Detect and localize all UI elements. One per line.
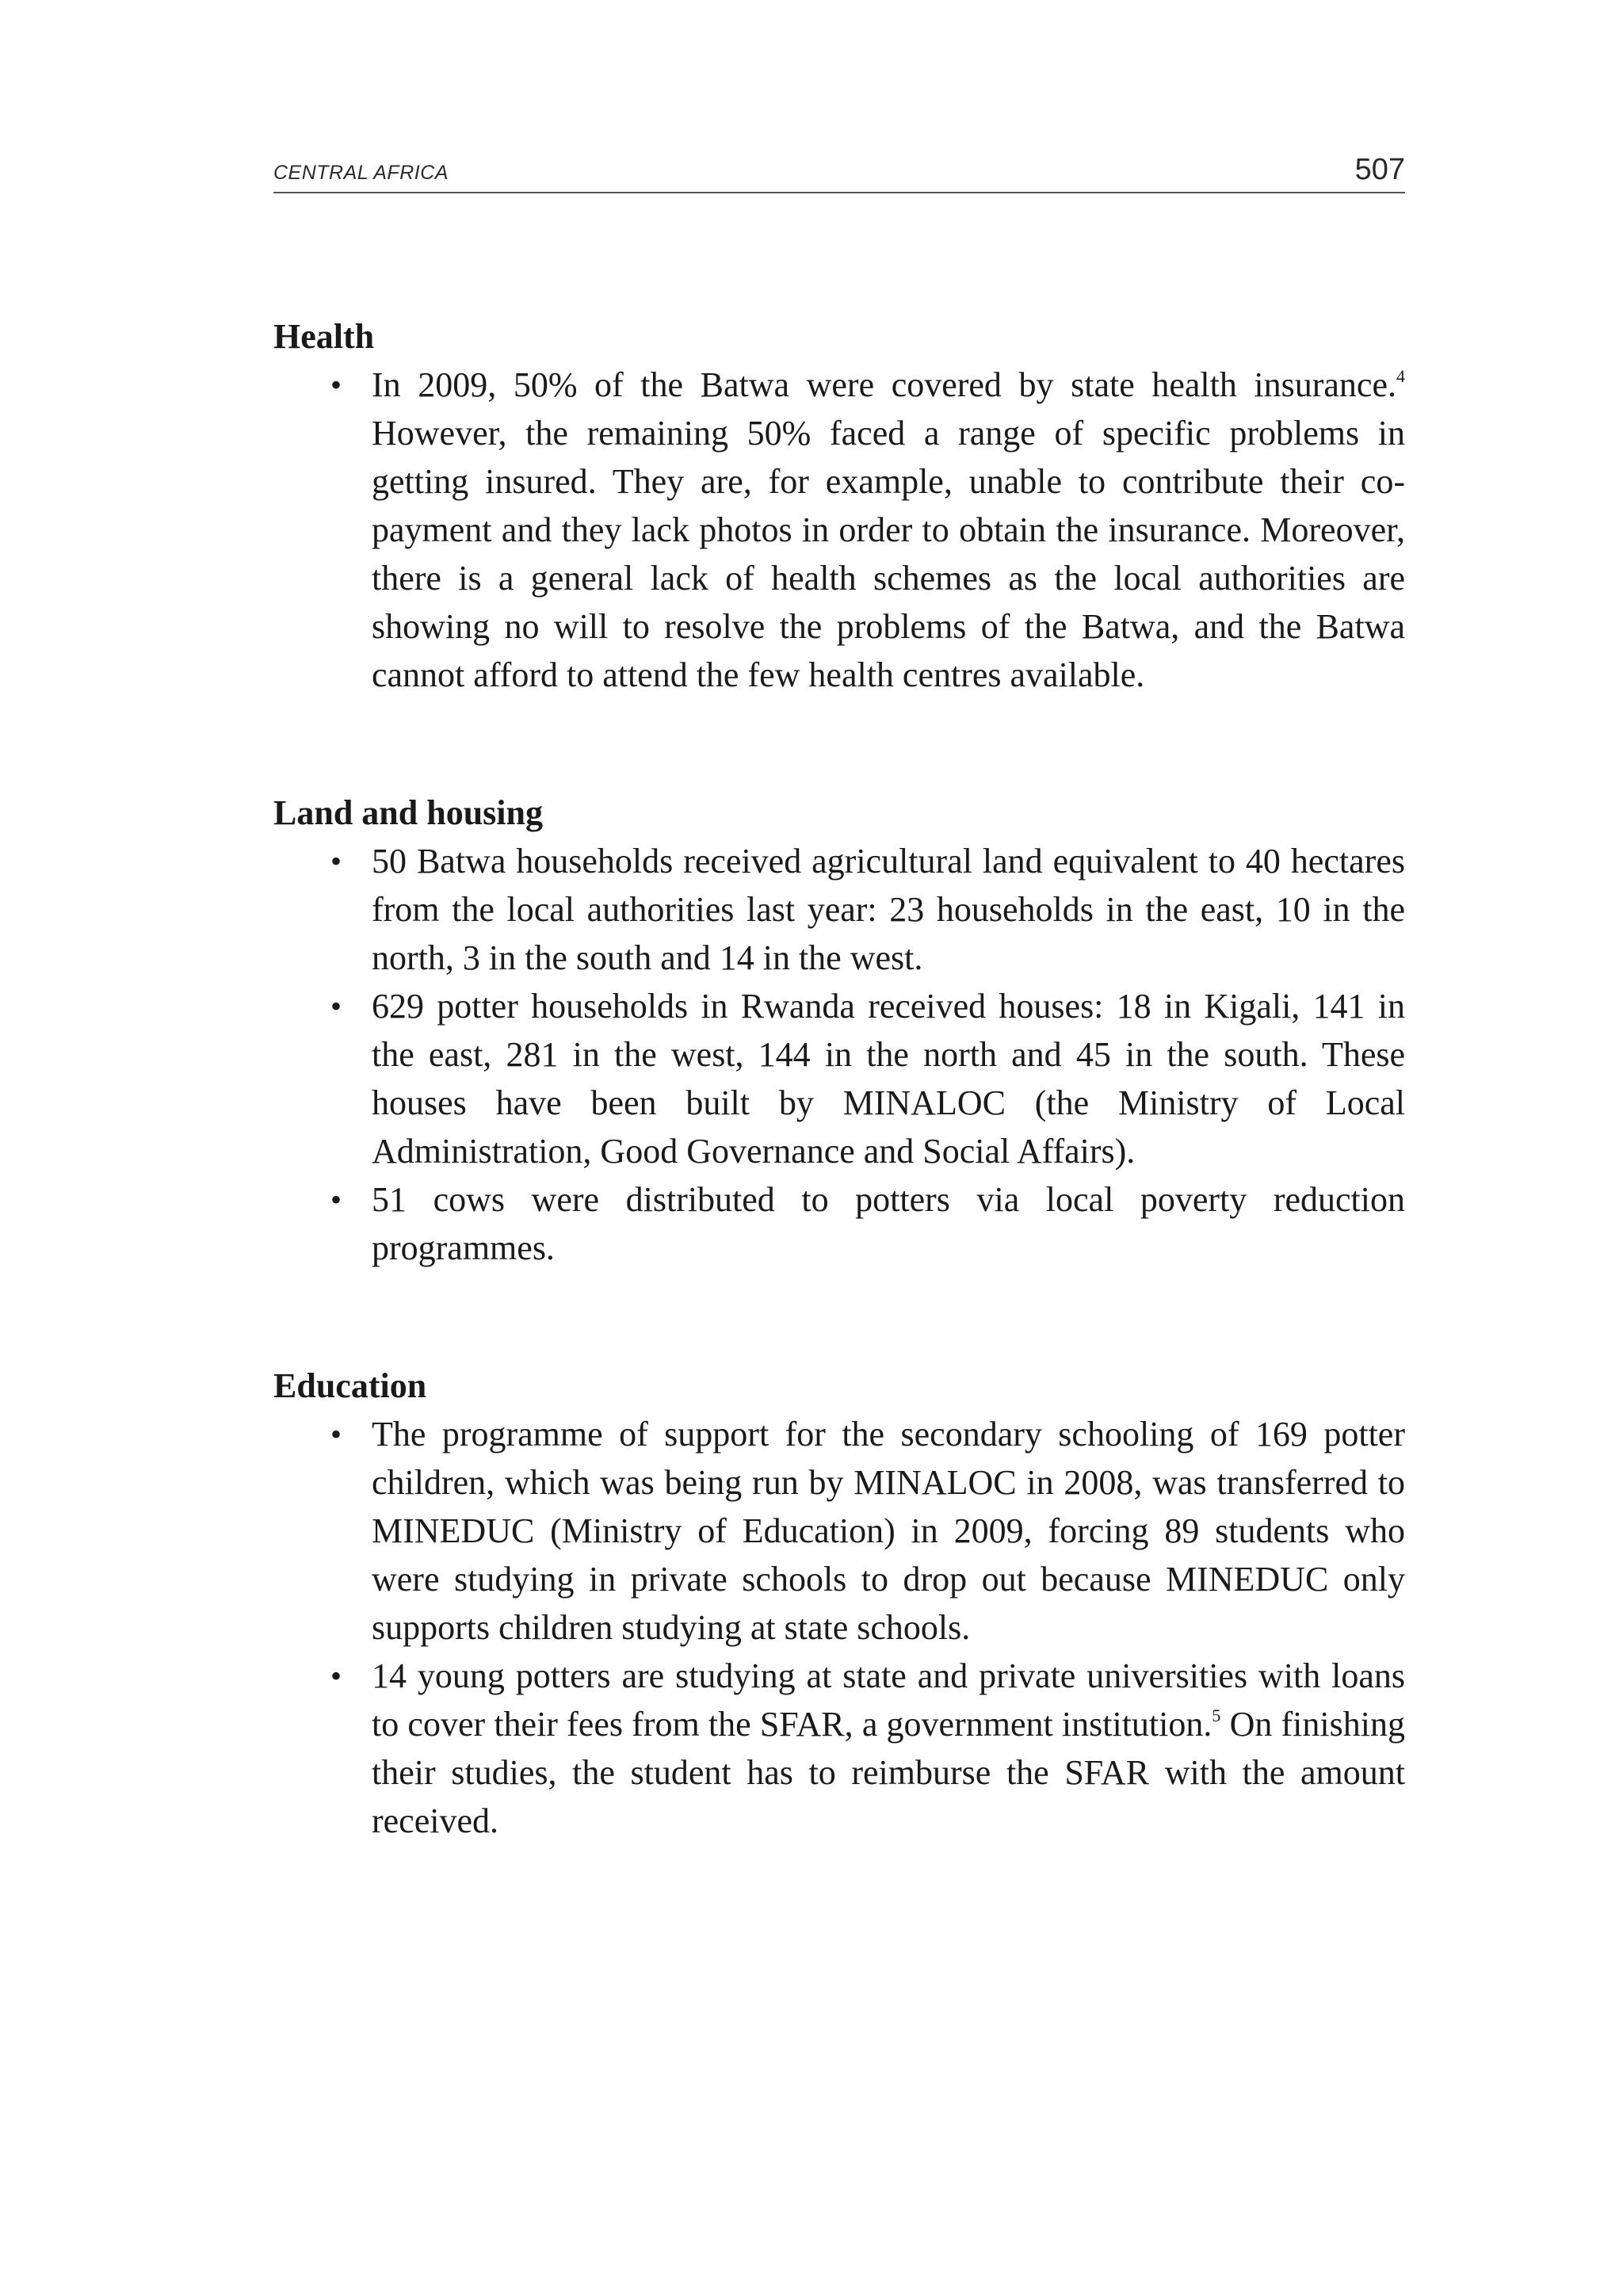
bullet-icon: • bbox=[330, 1658, 342, 1694]
list-item bbox=[273, 1410, 1405, 1652]
page-number: 507 bbox=[1354, 153, 1405, 186]
section-heading: Education bbox=[273, 1366, 427, 1405]
running-title: CENTRAL AFRICA bbox=[273, 162, 449, 184]
item-text: The programme of support for the secondary schooling of 169 potter children, which was being run by MINALOC in 2008, was transferred to MINEDUC (Ministry of Education) in 2009, forcing 89 students who were studying in private schools to drop out because MINEDUC only supports children studying at state schools. bbox=[372, 1415, 1405, 1647]
item-text: 50 Batwa households received agricultural land equivalent to 40 hectares from the local authorities last year: 23 households in the east, 10 in the north, 3 in the south and 14 in the west. bbox=[372, 842, 1405, 977]
list-item bbox=[273, 361, 1405, 699]
list-item bbox=[273, 982, 1405, 1175]
bullet-icon: • bbox=[330, 843, 342, 879]
item-text-continued: On finishing their studies, the student has to reimburse the SFAR with the amount received. bbox=[372, 1705, 1405, 1840]
item-text-continued: However, the remaining 50% faced a range of specific problems in getting insured. They are, for example, unable to contribute their co-payment and they lack photos in order to obtain the insurance. Moreover, there is a general lack of health schemes as the local authorities are showing no will to resolve the problems of the Batwa, and the Batwa cannot afford to attend the few health centres available. bbox=[372, 414, 1405, 694]
bullet-icon: • bbox=[330, 367, 342, 403]
item-text: 629 potter households in Rwanda received houses: 18 in Kigali, 141 in the east, 281 in the west, 144 in the north and 45 in the south. These houses have been built by MINALOC (the Ministry of Local Administration, Good Governance and Social Affairs). bbox=[372, 987, 1405, 1171]
bullet-icon: • bbox=[330, 988, 342, 1024]
item-text: 14 young potters are studying at state and private universities with loans to cover their fees from the SFAR, a government institution. bbox=[372, 1656, 1405, 1744]
list-item bbox=[273, 1175, 1405, 1272]
section-health bbox=[273, 313, 1405, 699]
footnote-marker: 4 bbox=[1396, 366, 1405, 387]
item-text: In 2009, 50% of the Batwa were covered by state health insurance. bbox=[372, 365, 1396, 404]
footnote-marker: 5 bbox=[1212, 1706, 1221, 1726]
section-education bbox=[273, 1362, 1405, 1845]
bullet-icon: • bbox=[330, 1416, 342, 1452]
section-land-and-housing bbox=[273, 789, 1405, 1272]
bullet-list bbox=[273, 1410, 1405, 1845]
section-heading: Health bbox=[273, 317, 375, 356]
bullet-list bbox=[273, 837, 1405, 1272]
list-item bbox=[273, 1652, 1405, 1845]
list-item bbox=[273, 837, 1405, 982]
bullet-icon: • bbox=[330, 1182, 342, 1217]
bullet-list bbox=[273, 361, 1405, 699]
item-text: 51 cows were distributed to potters via local poverty reduction programmes. bbox=[372, 1180, 1405, 1267]
running-header bbox=[273, 151, 1405, 193]
page-body bbox=[273, 313, 1405, 1935]
section-heading: Land and housing bbox=[273, 793, 543, 832]
